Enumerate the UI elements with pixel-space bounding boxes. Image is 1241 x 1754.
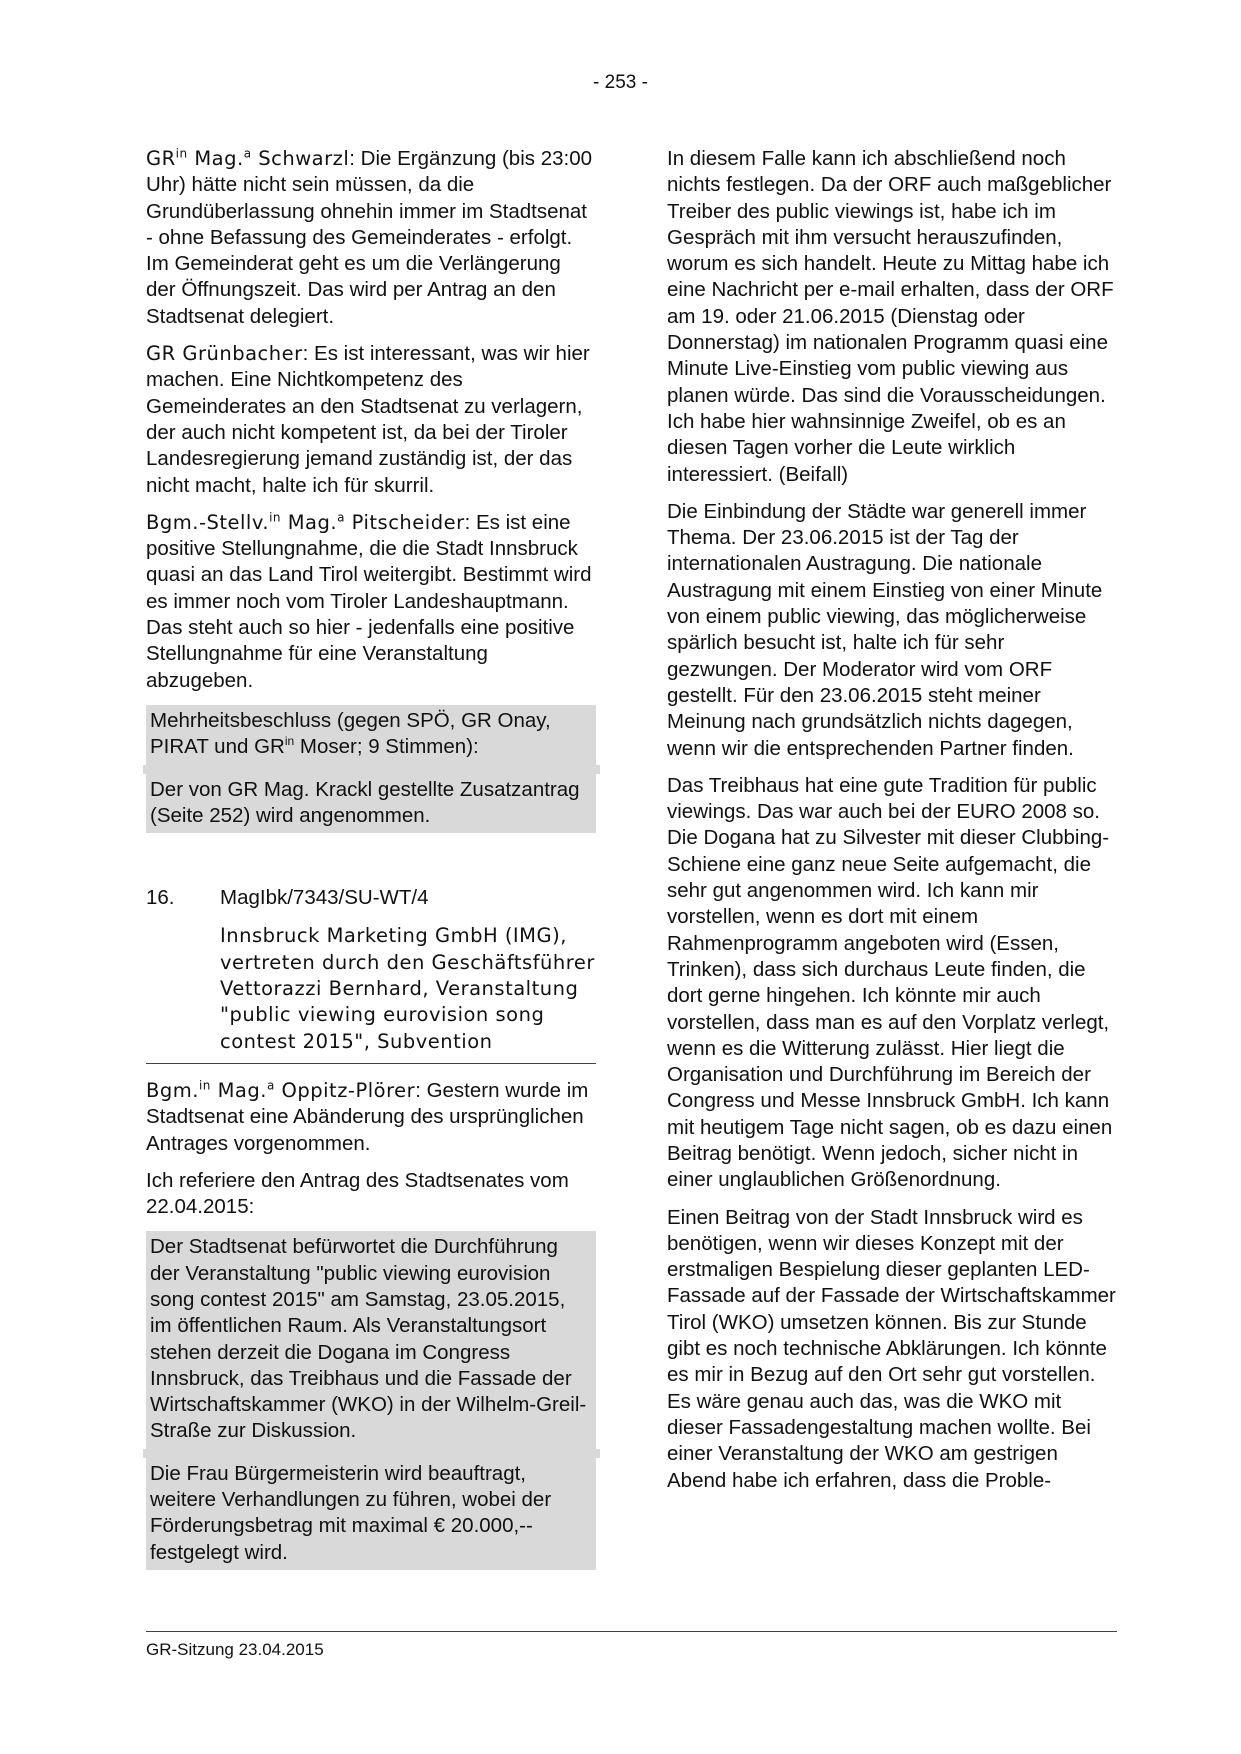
motion-text-2: Die Frau Bürgermeisterin wird beauftragt, weitere Verhandlungen zu führen, wobei der Förderungsbetrag mit maximal € 20.000,-- festgelegt wird. — [146, 1458, 596, 1570]
agenda-item-16 — [146, 885, 596, 1064]
agenda-item-number: 16. — [146, 886, 175, 910]
motion-text-1: Der Stadtsenat befürwortet die Durchführung der Veranstaltung "public viewing eurovision song contest 2015" am Samstag, 23.05.2015, im öffentlichen Raum. Als Veranstaltungsort stehen derzeit die Dogana im Congress Innsbruck, das Treibhaus und die Fassade der Wirtschaftskammer (WKO) in der Wilhelm-Greil-Straße zur Diskussion. — [146, 1231, 596, 1448]
speech-pitscheider: Bgm.-Stellv.$^{in}$ Mag.$^a$ Pitscheider: Es ist eine positive Stellungnahme, die die Stadt Innsbruck quasi an das Land Tirol weitergibt. Bestimmt wird es immer noch vom Tiroler Landeshauptmann. Das steht auch so hier - jedenfalls eine positive Stellungnahme für eine Veranstaltung abzugeben. — [146, 510, 592, 692]
footer-session-date: GR-Sitzung 23.04.2015 — [146, 1640, 324, 1659]
shaded-separator — [143, 765, 600, 774]
speaker-name: Bgm.-Stellv.$^{in}$ Mag.$^a$ Pitscheider — [146, 510, 465, 534]
agenda-item-reference: MagIbk/7343/SU-WT/4 — [220, 886, 429, 910]
resolution-text: Der von GR Mag. Krackl gestellte Zusatzantrag (Seite 252) wird angenommen. — [146, 774, 596, 834]
speaker-name: Bgm.$^{in}$ Mag.$^a$ Oppitz-Plörer — [146, 1078, 416, 1102]
paragraph: In diesem Falle kann ich abschließend noch nichts festlegen. Da der ORF auch maßgeblicher Treiber des public viewings ist, habe ich im Gespräch mit ihm versucht herauszufinden, worum es sich handelt. Heute zu Mittag habe ich eine Nachricht per e-mail erhalten, dass der ORF am 19. oder 21.06.2015 (Dienstag oder Donnerstag) im nationalen Programm quasi eine Minute Live-Einstieg vom public viewing aus planen würde. Das sind die Vorausscheidungen. Ich habe hier wahnsinnige Zweifel, ob es an diesen Tagen vorher die Leute wirklich interessiert. (Beifall) — [667, 147, 1114, 486]
left-column — [146, 146, 596, 1570]
speech-oppitz-ploerer: Bgm.$^{in}$ Mag.$^a$ Oppitz-Plörer: Gestern wurde im Stadtsenat eine Abänderung des ursprünglichen Antrages vorgenommen. — [146, 1078, 589, 1155]
page-number: - 253 - — [593, 72, 648, 93]
resolution-vote: Mehrheitsbeschluss (gegen SPÖ, GR Onay, PIRAT und $GR^{in}$ Moser; 9 Stimmen): — [146, 705, 596, 765]
speech-schwarzl: $GR^{in}$ Mag.$^a$ Schwarzl: Die Ergänzung (bis 23:00 Uhr) hätte nicht sein müssen, da die Grundüberlassung ohnehin immer im Stadtsenat - ohne Befassung des Gemeinderates - erfolgt. Im Gemeinderat geht es um die Verlängerung der Öffnungszeit. Das wird per Antrag an den Stadtsenat delegiert. — [146, 146, 593, 328]
agenda-item-divider — [146, 1063, 596, 1064]
paragraph: Einen Beitrag von der Stadt Innsbruck wird es benötigen, wenn wir dieses Konzept mit der erstmaligen Bespielung dieser geplanten LED-Fassade auf der Fassade der Wirtschaftskammer Tirol (WKO) umsetzen können. Bis zur Stunde gibt es noch technische Abklärungen. Ich könnte es mir in Bezug auf den Ort sehr gut vorstellen. Es wäre genau auch das, was die WKO mit dieser Fassadengestaltung machen wollte. Bei einer Veranstaltung der WKO am gestrigen Abend habe ich erfahren, dass die Proble- — [667, 1205, 1116, 1492]
speaker-name: GR Grünbacher — [146, 342, 303, 366]
agenda-item-title: Innsbruck Marketing GmbH (IMG), vertreten durch den Geschäftsführer Vettorazzi Bernhard, Veranstaltung "public viewing eurovision song contest 2015", Subvention — [220, 924, 595, 1053]
speaker-name: $GR^{in}$ Mag.$^a$ Schwarzl — [146, 146, 350, 170]
shaded-separator — [143, 1449, 600, 1458]
speech-gruenbacher: GR Grünbacher: Es ist interessant, was wir hier machen. Eine Nichtkompetenz des Gemeinderates an den Stadtsenat zu verlagern, der auch nicht kompetent ist, da bei der Tiroler Landesregierung jemand zuständig ist, der das nicht macht, halte ich für skurril. — [146, 342, 590, 497]
paragraph: Das Treibhaus hat eine gute Tradition für public viewings. Das war auch bei der EURO 2008 so. Die Dogana hat zu Silvester mit dieser Clubbing-Schiene eine ganz neue Seite aufgemacht, die sehr gut angenommen wird. Ich kann mir vorstellen, wenn es dort mit einem Rahmenprogramm angeboten wird (Essen, Trinken), dass sich durchaus Leute finden, die dort gerne hingehen. Ich könnte mir auch vorstellen, dass man es auf den Vorplatz verlegt, wenn es die Witterung zulässt. Hier liegt die Organisation und Durchführung im Bereich der Congress und Messe Innsbruck GmbH. Ich kann mit heutigem Tage nicht sagen, ob es dazu einen Beitrag benötigt. Wenn jedoch, sicher nicht in einer unglaublichen Größenordnung. — [667, 773, 1113, 1192]
paragraph: Die Einbindung der Städte war generell immer Thema. Der 23.06.2015 ist der Tag der internationalen Austragung. Die nationale Austragung mit einem Einstieg von einer Minute von einem public viewing, das möglicherweise spärlich besucht ist, halte ich für sehr gezwungen. Der Moderator wird vom ORF gestellt. Für den 23.06.2015 steht meiner Meinung nach grundsätzlich nichts dagegen, wenn wir die entsprechenden Partner finden. — [667, 499, 1103, 760]
right-column — [667, 146, 1117, 1505]
motion-intro: Ich referiere den Antrag des Stadtsenates vom 22.04.2015: — [146, 1168, 569, 1219]
footer-divider — [146, 1631, 1117, 1632]
